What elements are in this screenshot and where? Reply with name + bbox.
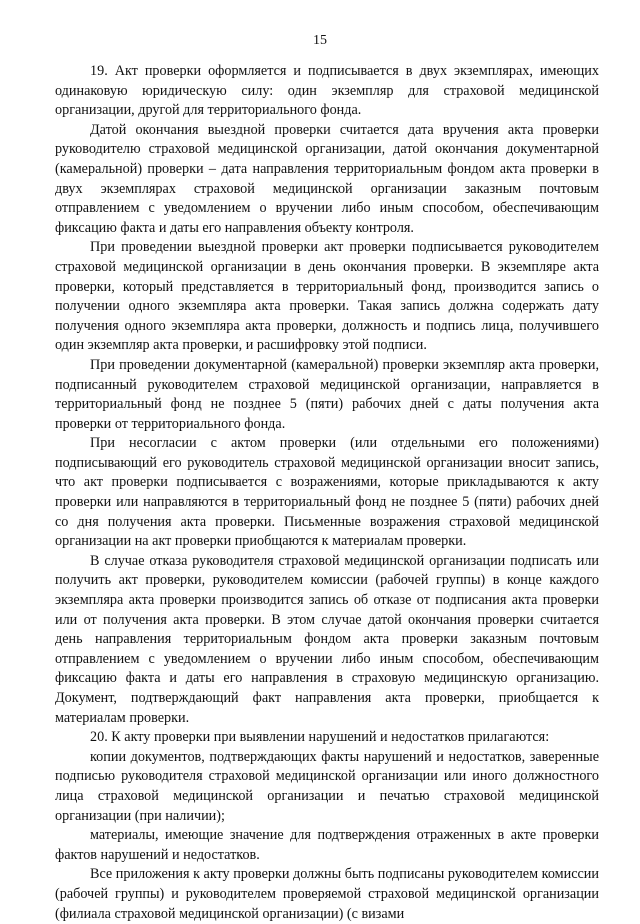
paragraph-attachment-copies: копии документов, подтверждающих факты нарушений и недостатков, заверенные подписью руководителя страховой медицинской организации или иного должностного лица страховой медицинской организации и печатью страховой медицинской организации (при наличии); [55, 748, 599, 824]
paragraph-attachments-heading: 20. К акту проверки при выявлении нарушений и недостатков прилагаются: [90, 729, 550, 746]
document-body [55, 62, 599, 924]
paragraph-attachment-materials: материалы, имеющие значение для подтверждения отраженных в акте проверки фактов нарушений и недостатков. [55, 827, 599, 863]
paragraph-refusal: В случае отказа руководителя страховой медицинской организации подписать или получить акт проверки, руководителем комиссии (рабочей группы) в конце каждого экземпляра акта проверки производится запись об отказе от подписания акта проверки или от получения акта проверки. В этом случае датой окончания проверки считается день направления территориальным фондом акта проверки заказным почтовым отправлением с уведомлением о вручении либо иным способом, обеспечивающим фиксацию факта и даты его направления в страховую медицинскую организацию. Документ, подтверждающий факт направления акта проверки, приобщается к материалам проверки. [55, 552, 599, 726]
paragraph-documentary-signing: При проведении документарной (камеральной) проверки экземпляр акта проверки, подписанный руководителем страховой медицинской организации, направляется в территориальный фонд не позднее 5 (пяти) рабочих дней с даты получения акта проверки от территориального фонда. [55, 356, 599, 432]
paragraph-end-date: Датой окончания выездной проверки считается дата вручения акта проверки руководителю страховой медицинской организации, датой окончания документарной (камеральной) проверки – дата направления территориальным фондом акта проверки в двух экземплярах страховой медицинской организации заказным почтовым отправлением с уведомлением о вручении либо иным способом, обеспечивающим фиксацию факта и даты его направления объекту контроля. [55, 121, 599, 236]
paragraph-objections: При несогласии с актом проверки (или отдельными его положениями) подписывающий его руководитель страховой медицинской организации вносит запись, что акт проверки подписывается с возражениями, которые прикладываются к акту проверки или направляются в территориальный фонд не позднее 5 (пяти) рабочих дней со дня получения акта проверки. Письменные возражения страховой медицинской организации на акт проверки приобщаются к материалам проверки. [55, 435, 599, 550]
page-number: 15 [313, 33, 327, 48]
paragraph-onsite-signing: При проведении выездной проверки акт проверки подписывается руководителем страховой медицинской организации в день окончания проверки. В экземпляре акта проверки, который представляется в территориальный фонд, производится запись о получении одного экземпляра акта проверки. Такая запись должна содержать дату получения одного экземпляра акта проверки, должность и подпись лица, получившего один экземпляр акта проверки, и расшифровку этой подписи. [55, 239, 599, 354]
paragraph-attachments-signing: Все приложения к акту проверки должны быть подписаны руководителем комиссии (рабочей группы) и руководителем проверяемой страховой медицинской организации (филиала страховой медицинской организации) (с визами [55, 866, 599, 922]
paragraph-act-execution: 19. Акт проверки оформляется и подписывается в двух экземплярах, имеющих одинаковую юридическую силу: один экземпляр для страховой медицинской организации, другой для территориального фонда. [55, 63, 599, 119]
